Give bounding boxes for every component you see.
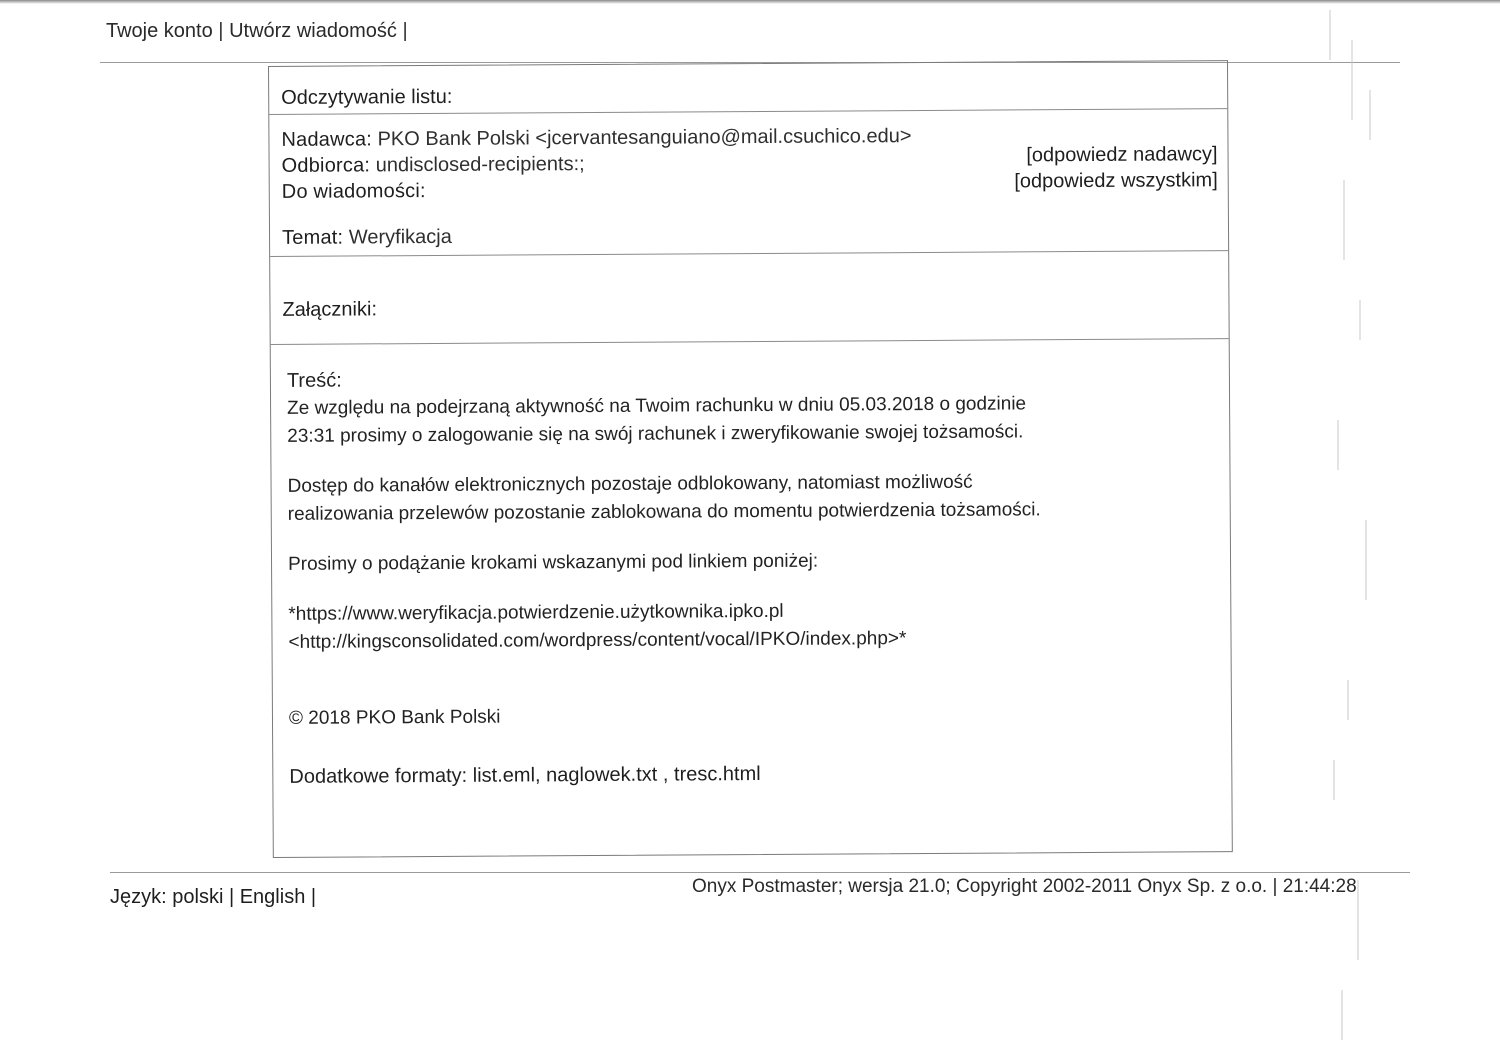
message-headers [269,109,1228,257]
recipient-row [282,153,585,178]
phishing-link-line-1[interactable]: *https://www.weryfikacja.potwierdzenie.użytkownika.ipko.pl [288,600,784,625]
recipient-label: Odbiorca: [281,154,371,177]
message-panel [268,60,1233,858]
format-eml-link[interactable]: list.eml [472,764,536,787]
phishing-link-line-2[interactable]: <http://kingsconsolidated.com/wordpress/content/vocal/IPKO/index.php>* [288,628,907,653]
cc-label: Do wiadomości: [281,180,426,203]
subject-value: Weryfikacja [348,225,452,249]
reading-title: Odczytywanie listu: [281,85,453,109]
reply-all-link[interactable]: [odpowiedz wszystkim] [1014,169,1218,193]
formats-separator: , [657,763,669,786]
formats-separator: , [534,764,541,787]
format-header-link[interactable]: naglowek.txt [546,763,658,787]
top-navigation [106,20,408,43]
compose-link[interactable]: Utwórz wiadomość [229,20,397,42]
language-label: Język: [110,886,167,908]
message-body [287,362,1050,791]
language-selector [110,886,316,909]
subject-label: Temat: [281,226,344,249]
sender-label: Nadawca: [281,128,373,151]
bottom-divider [110,872,1410,873]
body-paragraph-1: Ze względu na podejrzaną aktywność na Twoim rachunku w dniu 05.03.2018 o godzinie 23:31 prosimy o zalogowanie się na swój rachunek i zweryfikowanie swojej tożsamości. [287,393,1027,447]
nav-separator: | [218,20,224,42]
reply-links [1014,141,1218,194]
message-body-section [271,339,1232,859]
body-paragraph-2: Dostęp do kanałów elektronicznych pozostaje odblokowany, natomiast możliwość realizowania przelewów pozostanie zablokowana do momentu potwierdzenia tożsamości. [287,471,1041,525]
product-info: Onyx Postmaster; wersja 21.0; Copyright 2002-2011 Onyx Sp. z o.o. | 21:44:28 [692,876,1357,897]
lang-english-link[interactable]: English [239,886,306,908]
nav-separator: | [402,20,408,42]
cc-row [282,180,426,204]
account-link[interactable]: Twoje konto [106,20,213,42]
formats-label: Dodatkowe formaty: [289,764,468,788]
lang-separator: | [310,886,317,908]
attachments-label: Załączniki: [282,298,378,321]
additional-formats [289,758,1049,791]
attachments-section [270,251,1229,345]
sender-row [281,125,911,152]
recipient-value: undisclosed-recipients:; [375,153,585,177]
lang-separator: | [228,886,235,908]
reading-title-section [269,61,1227,115]
scan-edge [0,0,1500,4]
sender-value: PKO Bank Polski <jcervantesanguiano@mail.csuchico.edu> [377,125,912,151]
body-paragraph-3: Prosimy o podążanie krokami wskazanymi pod linkiem poniżej: [287,550,819,575]
body-copyright: © 2018 PKO Bank Polski [288,706,501,729]
reply-sender-link[interactable]: [odpowiedz nadawcy] [1026,143,1218,167]
subject-row [282,226,452,250]
lang-polish-link[interactable]: polski [172,886,224,908]
body-label: Treść: [286,369,342,392]
format-html-link[interactable]: tresc.html [673,763,761,786]
scan-noise [1300,0,1420,1060]
